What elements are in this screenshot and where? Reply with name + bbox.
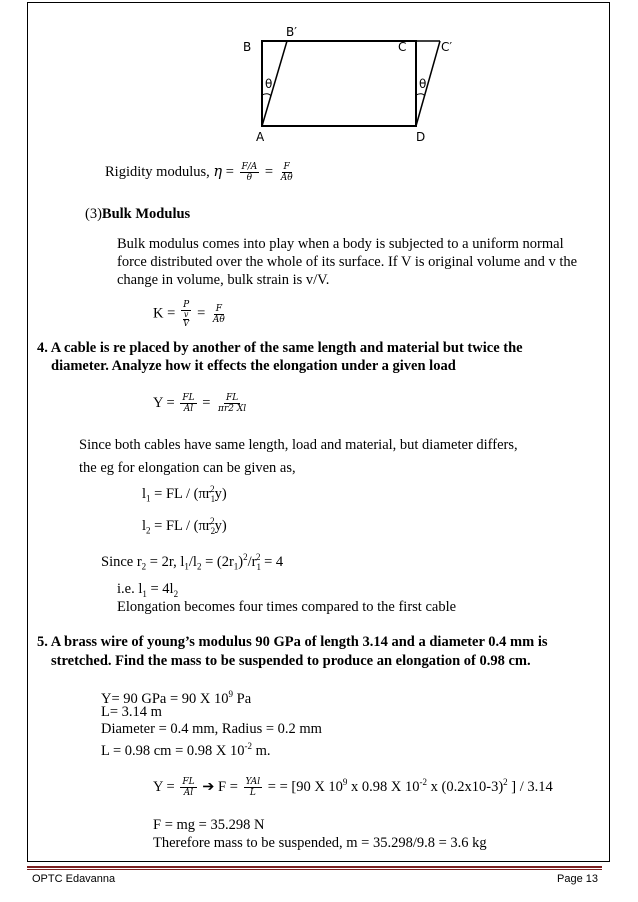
label-c: C xyxy=(398,40,407,54)
q4-l1-equation: $l_1$ = FL / $(\pi r_1^2y)$ xyxy=(142,484,227,504)
equals-sign: = xyxy=(167,305,176,322)
equals-sign-2: = xyxy=(197,305,206,322)
footer-rule-thin xyxy=(27,869,602,870)
bulk-formula xyxy=(153,300,229,328)
q4-l2-equation: $l_2$ = FL / $(\pi r_2^2y)$ xyxy=(142,516,227,536)
footer-page-number: Page 13 xyxy=(557,873,598,885)
fraction-fl-al: $\frac{FL}{Al}$ xyxy=(182,393,195,414)
q5-young-value: Y= 90 GPa = 90 X $10^9$ Pa xyxy=(101,689,252,707)
footer-rule xyxy=(27,866,602,868)
bulk-line-1: Bulk modulus comes into play when a body is subjected to a uniform normal xyxy=(117,236,564,252)
angle-arc-right xyxy=(416,94,425,96)
bulk-line-2: force distributed over the whole of its surface. If V is original volume and v the xyxy=(117,254,578,270)
rectangle-abcd xyxy=(262,41,416,126)
q4-since-equation: Since $r_2 = 2r$, $l_1/l_2 = (2r_1)^2/r_1^2 = 4$ xyxy=(101,552,284,572)
fraction-f-a-theta: $\frac{F}{A\theta}$ xyxy=(280,162,293,183)
rigidity-formula xyxy=(105,162,297,183)
q4-ie-equation: i.e. $l_1 = 4l_2$ xyxy=(117,581,179,599)
label-a: A xyxy=(256,130,265,144)
q4-young-formula: Y = $\frac{FL}{Al}$ = $\frac{FL}{\pi r2 Xl}$ xyxy=(153,393,247,414)
label-b: B xyxy=(243,40,252,54)
rigidity-label: Rigidity modulus, xyxy=(105,163,214,180)
fraction-fl-al: $\frac{FL}{Al}$ xyxy=(182,777,195,798)
arrow-icon: ➔ F = xyxy=(202,778,238,795)
q5-length: L= 3.14 m xyxy=(101,704,162,720)
section-title: Bulk Modulus xyxy=(101,206,191,222)
bulk-line-3: change in volume, bulk strain is v/V. xyxy=(117,272,330,288)
q5-force-value: F = mg = 35.298 N xyxy=(153,817,265,833)
q4-text-1: Since both cables have same length, load and material, but diameter differs, xyxy=(79,437,518,453)
equals-sign-2: = xyxy=(264,163,274,180)
fraction-p-over-v-v: P v V xyxy=(183,300,190,328)
q5-line-2: stretched. Find the mass to be suspended to produce an elongation of 0.98 cm. xyxy=(51,653,531,669)
k-symbol: K xyxy=(153,305,164,322)
footer-left: OPTC Edavanna xyxy=(32,873,116,885)
equals-sign: = xyxy=(225,163,234,180)
q5-force-formula: Y = $\frac{FL}{Al}$ ➔ F = $\frac{\text{YAl}}{L}$ = = [90 X $10^9$ x 0.98 X $10^{-2}$ x $(0.2x10-3)^2$ ] / 3.14 xyxy=(153,777,553,798)
eta-symbol: η xyxy=(213,163,223,180)
section-3-heading xyxy=(85,206,190,223)
label-c-prime: C′ xyxy=(441,40,453,54)
q4-line-1: 4. A cable is re placed by another of the same length and material but twice the xyxy=(37,340,523,356)
label-theta-left: θ xyxy=(265,77,273,91)
angle-arc-left xyxy=(262,94,271,96)
q4-line-2: diameter. Analyze how it effects the elongation under a given load xyxy=(51,358,456,374)
q5-elongation: L = 0.98 cm = 0.98 X $10^{-2}$ m. xyxy=(101,741,271,759)
label-theta-right: θ xyxy=(419,77,427,91)
q4-conclusion: Elongation becomes four times compared to the first cable xyxy=(117,599,457,615)
fraction-f-over-a-theta: $\frac{F/A}{\theta}$ xyxy=(241,162,258,183)
fraction-f-a-theta: $\frac{F}{A\theta}$ xyxy=(212,303,225,325)
q5-diameter: Diameter = 0.4 mm, Radius = 0.2 mm xyxy=(101,721,322,737)
fraction-fl-pir2xl: $\frac{FL}{\pi r2 Xl}$ xyxy=(218,393,247,414)
shear-diagram xyxy=(0,0,638,150)
q4-text-2: the eg for elongation can be given as, xyxy=(79,460,296,476)
q5-mass-value: Therefore mass to be suspended, m = 35.298/9.8 = 3.6 kg xyxy=(153,835,487,851)
label-b-prime: B′ xyxy=(286,25,297,39)
q5-line-1: 5. A brass wire of young’s modulus 90 GPa of length 3.14 and a diameter 0.4 mm is xyxy=(37,634,548,650)
section-number: (3) xyxy=(85,206,102,222)
label-d: D xyxy=(416,130,426,144)
fraction-yal-l: $\frac{\text{YAl}}{L}$ xyxy=(245,777,261,798)
